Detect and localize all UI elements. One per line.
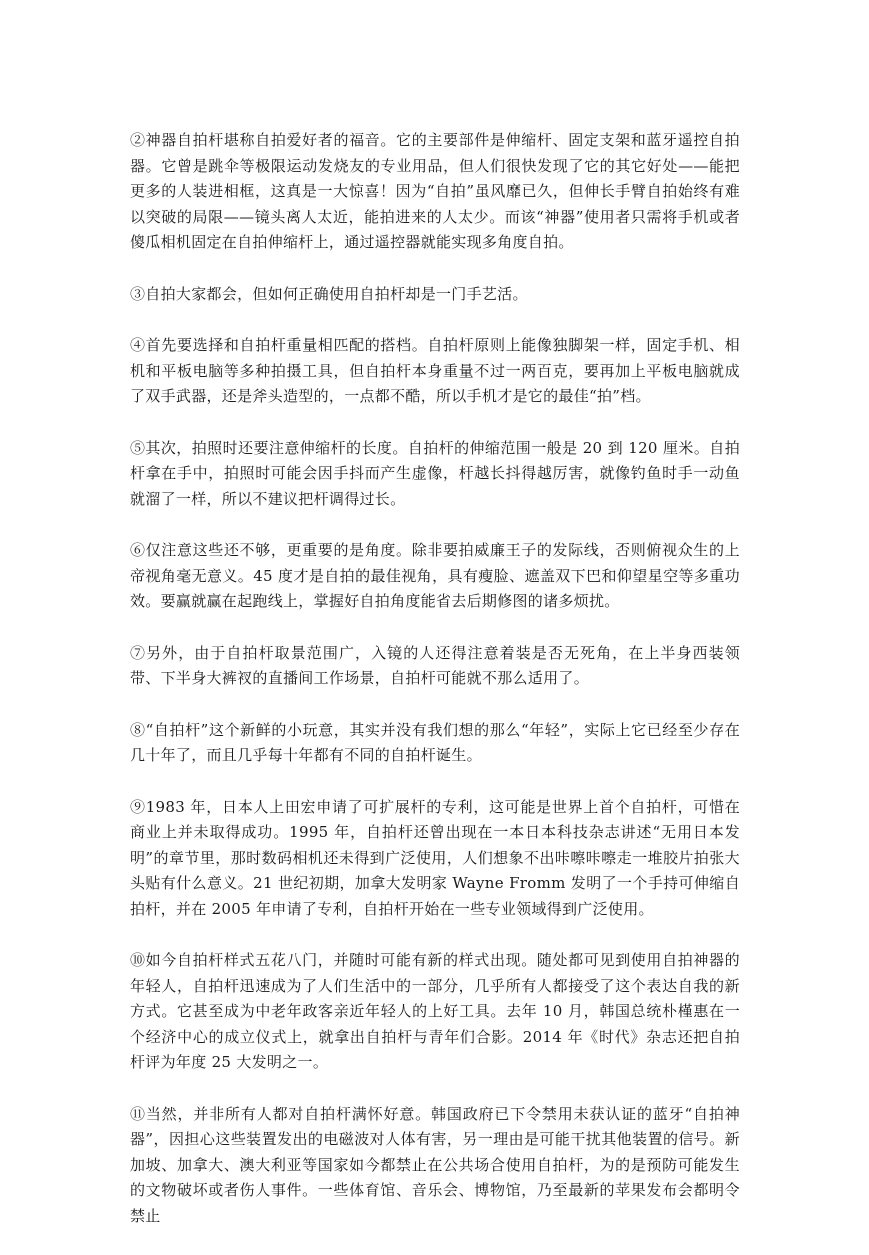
paragraph-10: ⑩如今自拍杆样式五花八门，并随时可能有新的样式出现。随处都可见到使用自拍神器的年轻人，自拍杆迅速成为了人们生活中的一部分，几乎所有人都接受了这个表达自我的新方式。它甚至成为中老年政客亲近年轻人的上好工具。去年 10 月，韩国总统朴槿惠在一个经济中心的成立仪式上，就拿出自拍杆与青年们合影。2014 年《时代》杂志还把自拍杆评为年度 25 大发明之一。 bbox=[130, 951, 740, 1071]
paragraph-2: ②神器自拍杆堪称自拍爱好者的福音。它的主要部件是伸缩杆、固定支架和蓝牙遥控自拍器。它曾是跳伞等极限运动发烧友的专业用品，但人们很快发现了它的其它好处——能把更多的人装进相框，这真是一大惊喜！因为“自拍”虽风靡已久，但伸长手臂自拍始终有难以突破的局限——镜头离人太近，能拍进来的人太少。而该“神器”使用者只需将手机或者傻瓜相机固定在自拍伸缩杆上，通过遥控器就能实现多角度自拍。 bbox=[130, 131, 740, 251]
paragraph-6: ⑥仅注意这些还不够，更重要的是角度。除非要拍威廉王子的发际线，否则俯视众生的上帝视角毫无意义。45 度才是自拍的最佳视角，具有瘦脸、遮盖双下巴和仰望星空等多重功效。要赢就赢在起跑线上，掌握好自拍角度能省去后期修图的诸多烦扰。 bbox=[130, 541, 740, 610]
paragraph-5: ⑤其次，拍照时还要注意伸缩杆的长度。自拍杆的伸缩范围一般是 20 到 120 厘米。自拍杆拿在手中，拍照时可能会因手抖而产生虚像，杆越长抖得越厉害，就像钓鱼时手一动鱼就溜了一样，所以不建议把杆调得过长。 bbox=[130, 438, 740, 508]
paragraph-8: ⑧“自拍杆”这个新鲜的小玩意，其实并没有我们想的那么“年轻”，实际上它已经至少存在几十年了，而且几乎每十年都有不同的自拍杆诞生。 bbox=[130, 720, 740, 764]
paragraph-7: ⑦另外，由于自拍杆取景范围广，入镜的人还得注意着装是否无死角，在上半身西装领带、下半身大裤衩的直播间工作场景，自拍杆可能就不那么适用了。 bbox=[130, 643, 740, 687]
paragraph-3: ③自拍大家都会，但如何正确使用自拍杆却是一门手艺活。 bbox=[130, 284, 528, 303]
paragraph-9: ⑨1983 年，日本人上田宏申请了可扩展杆的专利，这可能是世界上首个自拍杆，可惜在商业上并未取得成功。1995 年，自拍杆还曾出现在一本日本科技杂志讲述“无用日本发明”的章节里，那时数码相机还未得到广泛使用，人们想象不出咔嚓咔嚓走一堆胶片拍张大头贴有什么意义。21 世纪初期，加拿大发明家 Wayne Fromm 发明了一个手持可伸缩自拍杆，并在 2005 年申请了专利，自拍杆开始在一些专业领域得到广泛使用。 bbox=[130, 797, 740, 918]
article-body bbox=[130, 128, 740, 1255]
paragraph-11: ⑪当然，并非所有人都对自拍杆满怀好意。韩国政府已下令禁用未获认证的蓝牙“自拍神器”，因担心这些装置发出的电磁波对人体有害，另一理由是可能干扰其他装置的信号。新加坡、加拿大、澳大利亚等国家如今都禁止在公共场合使用自拍杆，为的是预防可能发生的文物破坏或者伤人事件。一些体育馆、音乐会、博物馆，乃至最新的苹果发布会都明令禁止 bbox=[130, 1104, 740, 1225]
paragraph-4: ④首先要选择和自拍杆重量相匹配的搭档。自拍杆原则上能像独脚架一样，固定手机、相机和平板电脑等多种拍摄工具，但自拍杆本身重量不过一两百克，要再加上平板电脑就成了双手武器，还是斧头造型的，一点都不酷，所以手机才是它的最佳“拍”档。 bbox=[130, 336, 740, 405]
